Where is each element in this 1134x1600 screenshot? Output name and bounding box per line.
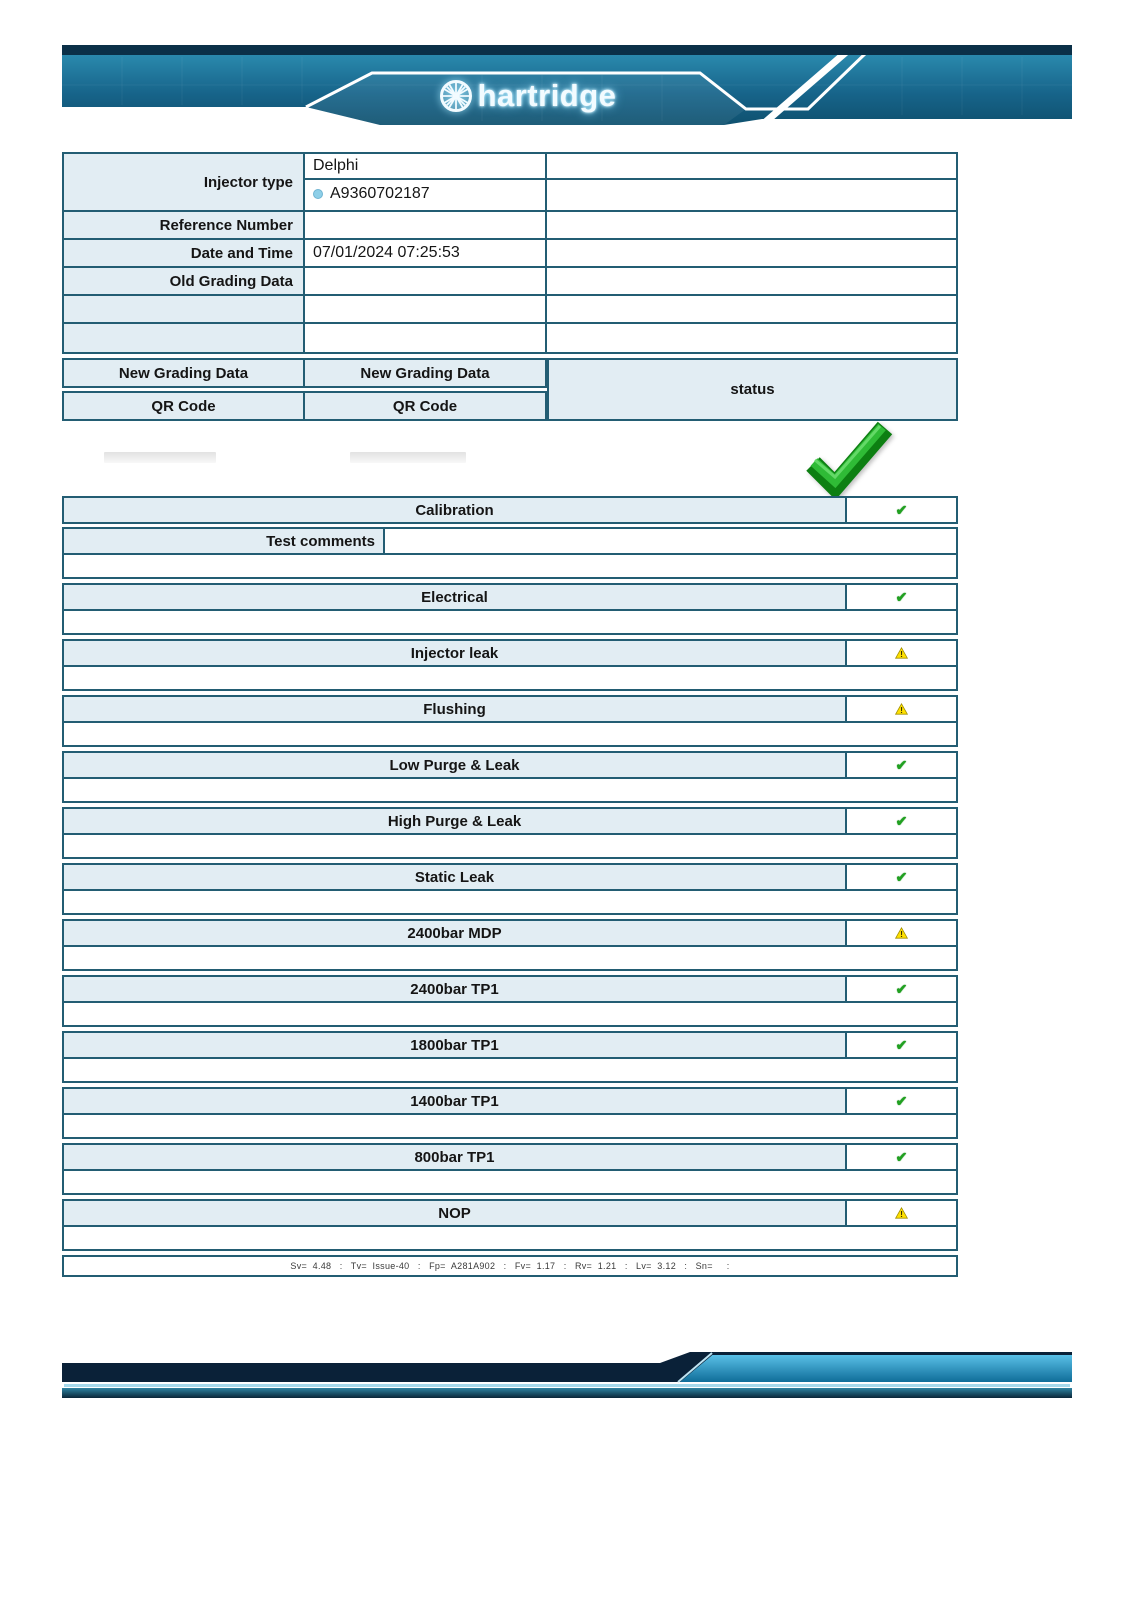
status-pass-icon: ✔ — [895, 589, 908, 605]
test-section-block — [62, 975, 958, 1027]
status-header-cell: status — [547, 358, 958, 421]
section-status-cell — [845, 865, 956, 889]
section-data-row — [64, 1113, 956, 1137]
new-grading-label: New Grading Data — [64, 360, 305, 386]
section-status-cell — [845, 921, 956, 945]
qr-code-label: QR Code — [64, 393, 305, 419]
status-pass-icon: ✔ — [895, 502, 908, 518]
placeholder-bar — [350, 452, 466, 463]
section-data-row — [64, 721, 956, 745]
reference-number-row — [64, 212, 956, 240]
section-header-row — [64, 809, 956, 833]
section-header-row — [64, 921, 956, 945]
section-data-row — [64, 1225, 956, 1249]
section-status-cell — [845, 977, 956, 1001]
section-header-row — [64, 585, 956, 609]
section-label: 2400bar MDP — [64, 921, 845, 945]
section-data-row — [64, 1169, 956, 1193]
test-section-block — [62, 1031, 958, 1083]
section-header-row — [64, 977, 956, 1001]
hartridge-wheel-icon — [438, 78, 474, 114]
bullet-icon — [313, 189, 323, 199]
section-label: 2400bar TP1 — [64, 977, 845, 1001]
injector-type-row — [64, 154, 956, 212]
section-status-cell — [845, 809, 956, 833]
brand-name: hartridge — [477, 78, 617, 113]
test-comments-value — [385, 529, 956, 553]
section-status-cell — [845, 753, 956, 777]
section-data-row — [64, 889, 956, 913]
section-header-row — [64, 865, 956, 889]
overall-pass-checkmark-icon — [798, 419, 900, 497]
section-label: Flushing — [64, 697, 845, 721]
section-status-cell — [845, 585, 956, 609]
status-pass-icon: ✔ — [895, 813, 908, 829]
new-grading-value: New Grading Data — [305, 360, 545, 386]
section-status-cell — [845, 498, 956, 522]
test-comments-row — [64, 529, 956, 553]
status-pass-icon: ✔ — [895, 869, 908, 885]
qr-code-value: QR Code — [305, 393, 545, 419]
injector-type-extra-cell — [547, 154, 956, 180]
status-warning-icon — [895, 703, 908, 715]
test-section-block — [62, 1199, 958, 1251]
section-data-row — [64, 609, 956, 633]
section-label: Electrical — [64, 585, 845, 609]
section-label: 800bar TP1 — [64, 1145, 845, 1169]
section-data-row — [64, 665, 956, 689]
section-data-row — [64, 833, 956, 857]
section-header-row — [64, 498, 956, 522]
section-status-cell — [845, 1145, 956, 1169]
section-status-cell — [845, 1033, 956, 1057]
section-header-row — [64, 1201, 956, 1225]
date-time-row — [64, 240, 956, 268]
status-pass-icon: ✔ — [895, 1093, 908, 1109]
status-warning-icon — [895, 647, 908, 659]
test-section-block — [62, 583, 958, 635]
svg-text:!: ! — [900, 704, 903, 715]
test-section-block — [62, 863, 958, 915]
section-label: Static Leak — [64, 865, 845, 889]
section-header-row — [64, 753, 956, 777]
injector-info-table — [62, 152, 958, 421]
test-section-block — [62, 1087, 958, 1139]
section-header-row — [64, 1145, 956, 1169]
test-section-block — [62, 919, 958, 971]
header-banner — [62, 45, 1072, 127]
section-status-cell — [845, 1201, 956, 1225]
date-time-value: 07/01/2024 07:25:53 — [305, 240, 547, 266]
injector-serial-value: A9360702187 — [330, 185, 430, 202]
test-section-block — [62, 751, 958, 803]
injector-type-value: Delphi — [305, 154, 545, 180]
footer-banner-graphic — [62, 1352, 1072, 1398]
section-status-cell — [845, 1089, 956, 1113]
section-data-row — [64, 945, 956, 969]
test-section-block — [62, 807, 958, 859]
status-warning-icon — [895, 1207, 908, 1219]
version-info-text: Sv= 4.48 : Tv= Issue-40 : Fp= A281A902 : Fv= 1.17 : Rv= 1.21 : Lv= 3.12 : Sn= : — [290, 1261, 730, 1271]
section-label: Calibration — [64, 498, 845, 522]
placeholder-bar — [104, 452, 216, 463]
section-label: 1400bar TP1 — [64, 1089, 845, 1113]
section-label: Low Purge & Leak — [64, 753, 845, 777]
reference-number-label: Reference Number — [64, 212, 305, 238]
section-label: High Purge & Leak — [64, 809, 845, 833]
status-pass-icon: ✔ — [895, 1037, 908, 1053]
reference-number-value — [305, 212, 547, 238]
brand-logo — [417, 73, 637, 119]
section-data-row — [64, 1057, 956, 1081]
status-pass-icon: ✔ — [895, 1149, 908, 1165]
old-grading-label: Old Grading Data — [64, 268, 305, 294]
test-section-block — [62, 496, 958, 524]
section-label: NOP — [64, 1201, 845, 1225]
qr-code-row — [62, 391, 547, 421]
section-status-cell — [845, 641, 956, 665]
injector-type-label: Injector type — [64, 154, 305, 210]
date-time-label: Date and Time — [64, 240, 305, 266]
test-section-block — [62, 1143, 958, 1195]
footer-banner — [62, 1352, 1072, 1398]
blank-info-row — [64, 296, 956, 324]
test-section-block — [62, 639, 958, 691]
test-comments-label: Test comments — [64, 529, 385, 553]
old-grading-value — [305, 268, 547, 294]
section-label: 1800bar TP1 — [64, 1033, 845, 1057]
section-header-row — [64, 641, 956, 665]
section-data-row — [64, 1001, 956, 1025]
section-header-row — [64, 1033, 956, 1057]
svg-text:!: ! — [900, 928, 903, 939]
new-grading-row — [62, 358, 547, 388]
test-section-block — [62, 695, 958, 747]
section-header-row — [64, 1089, 956, 1113]
blank-info-row — [64, 324, 956, 352]
svg-text:!: ! — [900, 1208, 903, 1219]
section-label: Injector leak — [64, 641, 845, 665]
section-data-row — [64, 553, 956, 577]
section-status-cell — [845, 697, 956, 721]
injector-serial-extra-cell — [547, 180, 956, 208]
section-data-row — [64, 777, 956, 801]
version-info-row — [62, 1255, 958, 1277]
section-header-row — [64, 697, 956, 721]
svg-text:!: ! — [900, 648, 903, 659]
status-pass-icon: ✔ — [895, 981, 908, 997]
status-warning-icon — [895, 927, 908, 939]
status-pass-icon: ✔ — [895, 757, 908, 773]
test-comments-block — [62, 527, 958, 579]
results-table — [62, 496, 958, 1277]
old-grading-row — [64, 268, 956, 296]
